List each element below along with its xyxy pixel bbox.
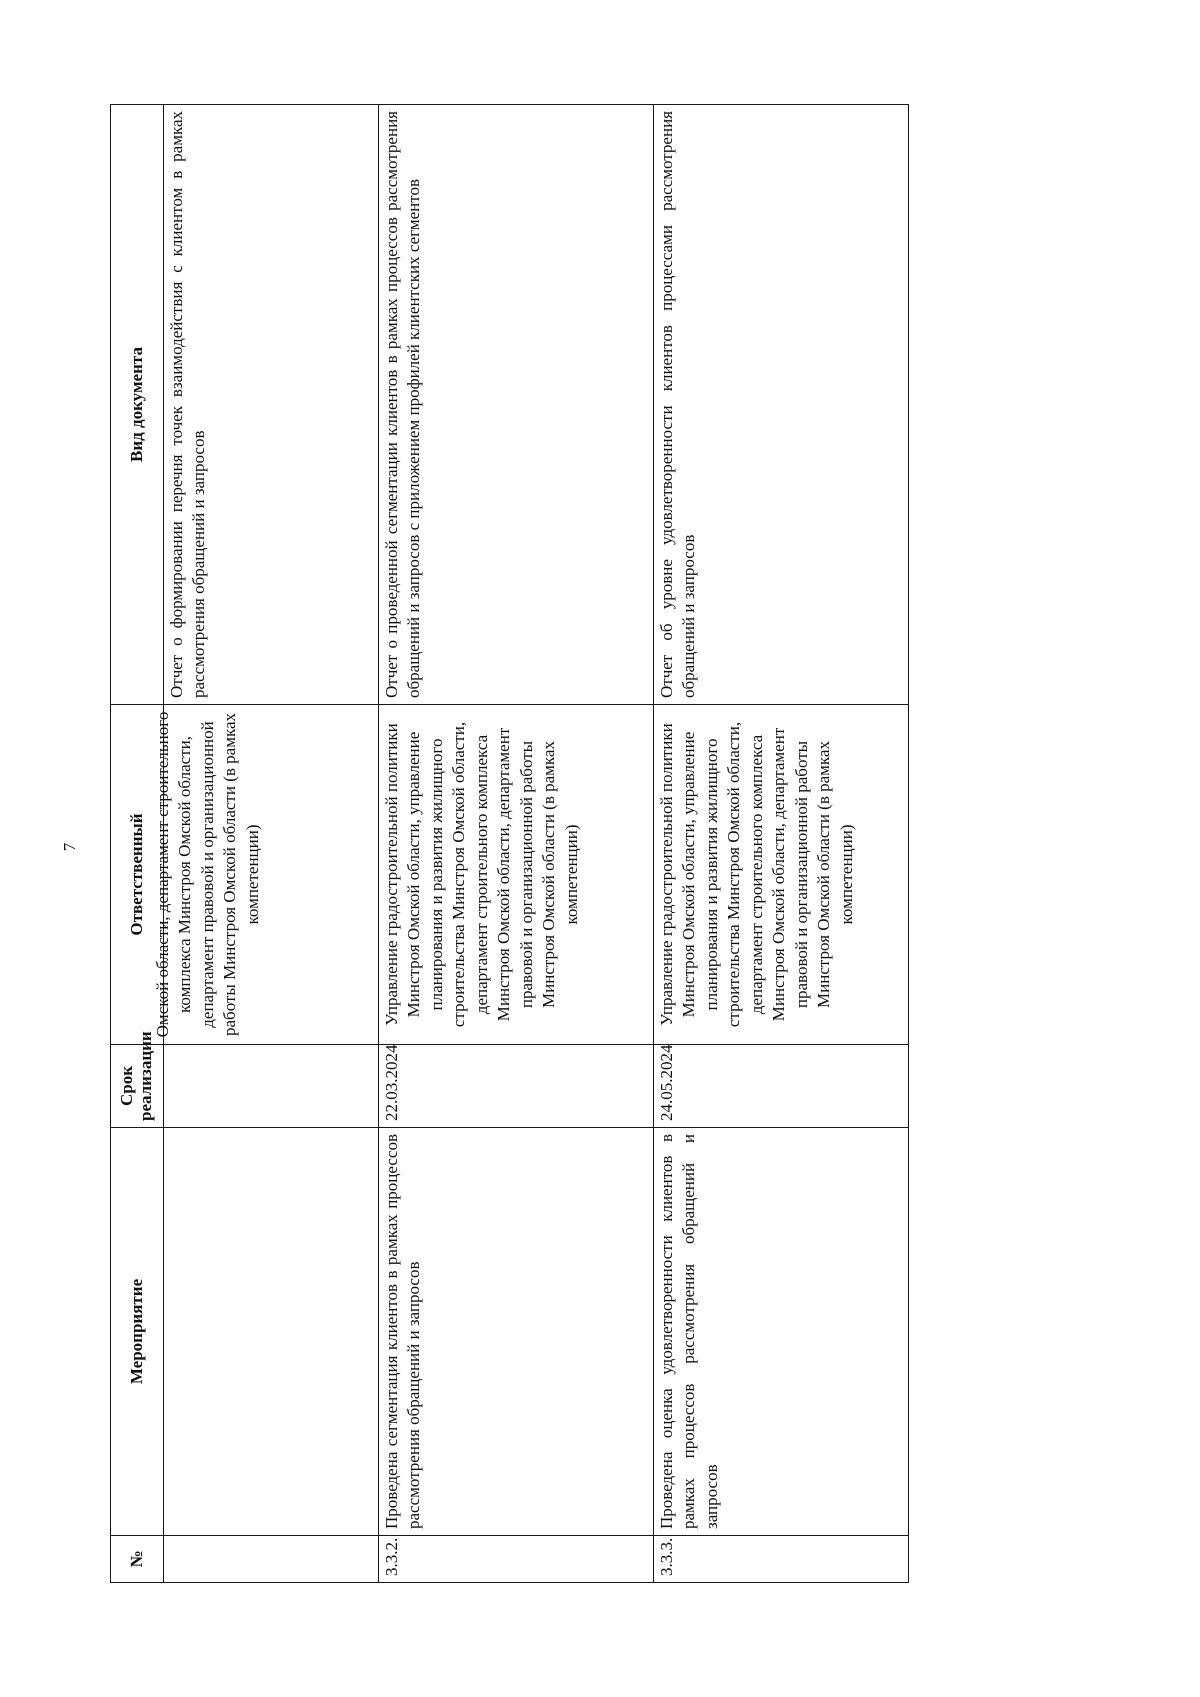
table-row	[654, 105, 909, 1583]
cell-deadline: 24.05.2024	[654, 1045, 909, 1128]
cell-event: Проведена сегментация клиентов в рамках процессов рассмотрения обращений и запросов	[379, 1128, 654, 1536]
header-deadline: Срок реализации	[111, 1045, 164, 1128]
header-event: Мероприятие	[111, 1128, 164, 1536]
cell-responsible: Управление градостроительной политики Минстроя Омской области, управление планирования и развития жилищного строительства Минстроя Омской области, департамент строительного комплекса Минстроя Омской области, департамент правовой и организационной работы Минстроя Омской области (в рамках компетенции)	[379, 705, 654, 1045]
cell-event: Проведена оценка удовлетворенности клиентов в рамках процессов рассмотрения обращений и запросов	[654, 1128, 909, 1536]
cell-deadline	[164, 1045, 379, 1128]
cell-responsible-text: Омской области, департамент строительного комплекса Минстроя Омской области, департамент правовой и организационной работы Минстроя Омской области (в рамках компетенции)	[153, 711, 262, 1038]
page-number: 7	[60, 842, 79, 852]
rotated-table-container	[110, 105, 888, 1583]
cell-document: Отчет об уровне удовлетворенности клиентов процессами рассмотрения обращений и запросов	[654, 105, 909, 705]
table-row	[379, 105, 654, 1583]
events-table	[110, 104, 909, 1583]
cell-responsible: Управление градостроительной политики Минстроя Омской области, управление планирования и развития жилищного строительства Минстроя Омской области, департамент строительного комплекса Минстроя Омской области, департамент правовой и организационной работы Минстроя Омской области (в рамках компетенции)	[654, 705, 909, 1045]
cell-num	[164, 1536, 379, 1583]
header-document: Вид документа	[111, 105, 164, 705]
header-num: №	[111, 1536, 164, 1583]
cell-document: Отчет о проведенной сегментации клиентов в рамках процессов рассмотрения обращений и запросов с приложением профилей клиентских сегментов	[379, 105, 654, 705]
cell-document: Отчет о формировании перечня точек взаимодействия с клиентом в рамках рассмотрения обращений и запросов	[164, 105, 379, 705]
cell-num: 3.3.3.	[654, 1536, 909, 1583]
cell-event	[164, 1128, 379, 1536]
cell-deadline: 22.03.2024	[379, 1045, 654, 1128]
cell-responsible	[153, 705, 379, 1045]
cell-num: 3.3.2.	[379, 1536, 654, 1583]
table-row-continuation	[164, 105, 379, 1583]
header-responsible: Ответственный	[111, 705, 164, 1045]
